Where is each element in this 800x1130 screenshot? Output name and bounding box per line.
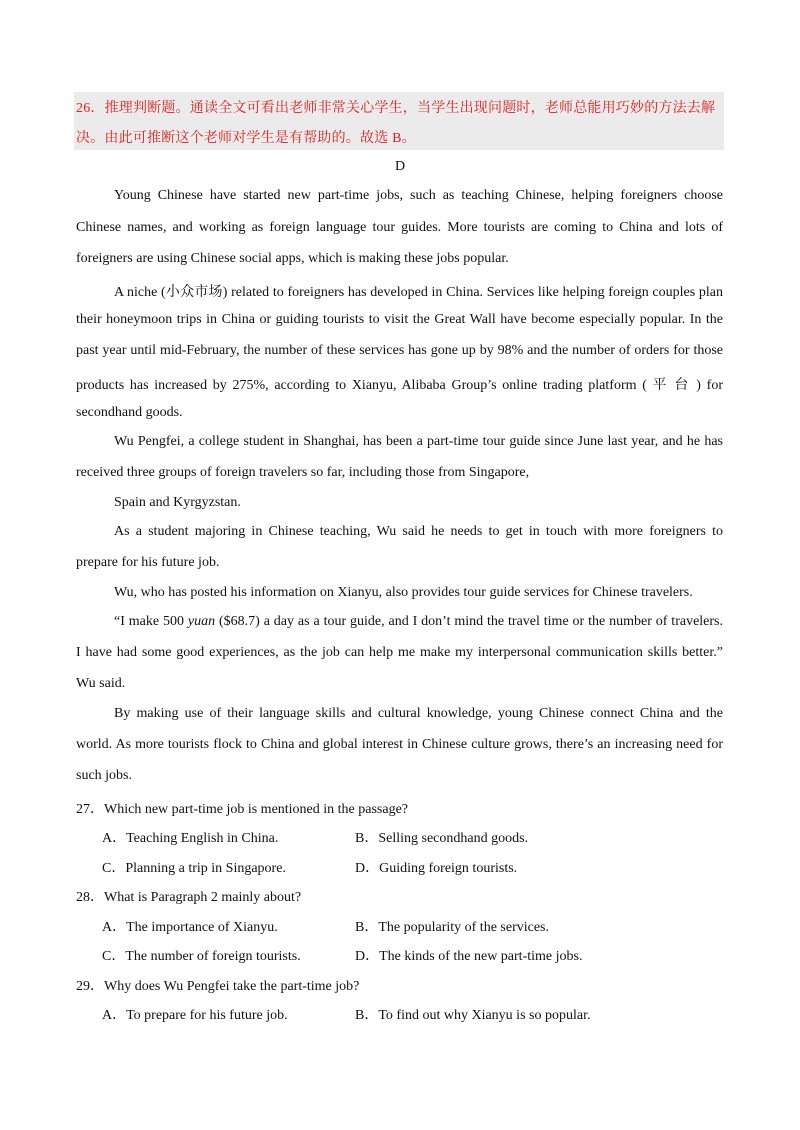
question-28-option-d[interactable]: D．The kinds of the new part-time jobs.	[355, 949, 583, 964]
question-28-option-c[interactable]: C．The number of foreign tourists.	[102, 949, 301, 964]
paragraph-1-line: foreigners are using Chinese social apps, which is making these jobs popular.	[76, 251, 509, 266]
paragraph-3-line: Wu Pengfei, a college student in Shanghai, has been a part-time tour guide since June last year, and he has	[114, 434, 723, 449]
paragraph-2-line: past year until mid-February, the number of these services has gone up by 98% and the number of orders for those	[76, 343, 723, 358]
question-28-stem: 28．What is Paragraph 2 mainly about?	[76, 890, 302, 905]
paragraph-1-line: Chinese names, and working as foreign language tour guides. More tourists are coming to China and lots of	[76, 220, 723, 235]
quote-text-b: ($68.7) a day as a tour guide, and I don’t mind the travel time or the number of travelers.	[215, 614, 723, 629]
paragraph-6-line	[114, 614, 723, 630]
paragraph-6-line: I have had some good experiences, as the job can help me make my interpersonal communication skills better.”	[76, 645, 723, 660]
paragraph-6-line: Wu said.	[76, 676, 126, 691]
paragraph-4-line: prepare for his future job.	[76, 555, 220, 570]
question-29-option-b[interactable]: B．To find out why Xianyu is so popular.	[355, 1008, 591, 1023]
paragraph-7-line: such jobs.	[76, 768, 132, 783]
question-27-stem: 27．Which new part-time job is mentioned in the passage?	[76, 802, 409, 817]
paragraph-4-line: As a student majoring in Chinese teaching, Wu said he needs to get in touch with more foreigners to	[114, 524, 723, 539]
paragraph-2-line: secondhand goods.	[76, 405, 183, 420]
question-27-option-a[interactable]: A．Teaching English in China.	[102, 831, 279, 846]
paragraph-1-line: Young Chinese have started new part-time jobs, such as teaching Chinese, helping foreigners choose	[114, 188, 723, 203]
paragraph-5-line: Wu, who has posted his information on Xianyu, also provides tour guide services for Chinese travelers.	[114, 585, 693, 600]
quote-text-italic: yuan	[187, 614, 216, 629]
paragraph-3-line: received three groups of foreign travelers so far, including those from Singapore,	[76, 465, 530, 480]
question-27-option-c[interactable]: C．Planning a trip in Singapore.	[102, 861, 286, 876]
paragraph-2-line: products has increased by 275%, according to Xianyu, Alibaba Group’s online trading platform ( 平 台 ) for	[76, 378, 723, 393]
paragraph-3-line: Spain and Kyrgyzstan.	[114, 495, 241, 510]
question-28-option-b[interactable]: B．The popularity of the services.	[355, 920, 550, 935]
paragraph-7-line: By making use of their language skills and cultural knowledge, young Chinese connect China and the	[114, 706, 723, 721]
question-29-stem: 29．Why does Wu Pengfei take the part-time job?	[76, 979, 360, 994]
paragraph-7-line: world. As more tourists flock to China and global interest in Chinese culture grows, there’s an increasing need for	[76, 737, 723, 752]
question-27-option-d[interactable]: D．Guiding foreign tourists.	[355, 861, 518, 876]
paragraph-2-line: their honeymoon trips in China or guiding tourists to visit the Great Wall have become especially popular. In the	[76, 312, 723, 327]
question-28-option-a[interactable]: A．The importance of Xianyu.	[102, 920, 278, 935]
paragraph-2-line: A niche (小众市场) related to foreigners has developed in China. Services like helping foreign couples plan	[114, 285, 723, 300]
question-29-option-a[interactable]: A．To prepare for his future job.	[102, 1008, 288, 1023]
answer-explanation-line-1: 26．推理判断题。通读全文可看出老师非常关心学生，当学生出现问题时，老师总能用巧妙的方法去解	[76, 101, 716, 116]
section-label: D	[394, 159, 406, 174]
question-27-option-b[interactable]: B．Selling secondhand goods.	[355, 831, 529, 846]
answer-explanation-line-2: 决。由此可推断这个老师对学生是有帮助的。故选 B。	[76, 131, 416, 146]
quote-text-a: “I make 500	[114, 614, 188, 629]
